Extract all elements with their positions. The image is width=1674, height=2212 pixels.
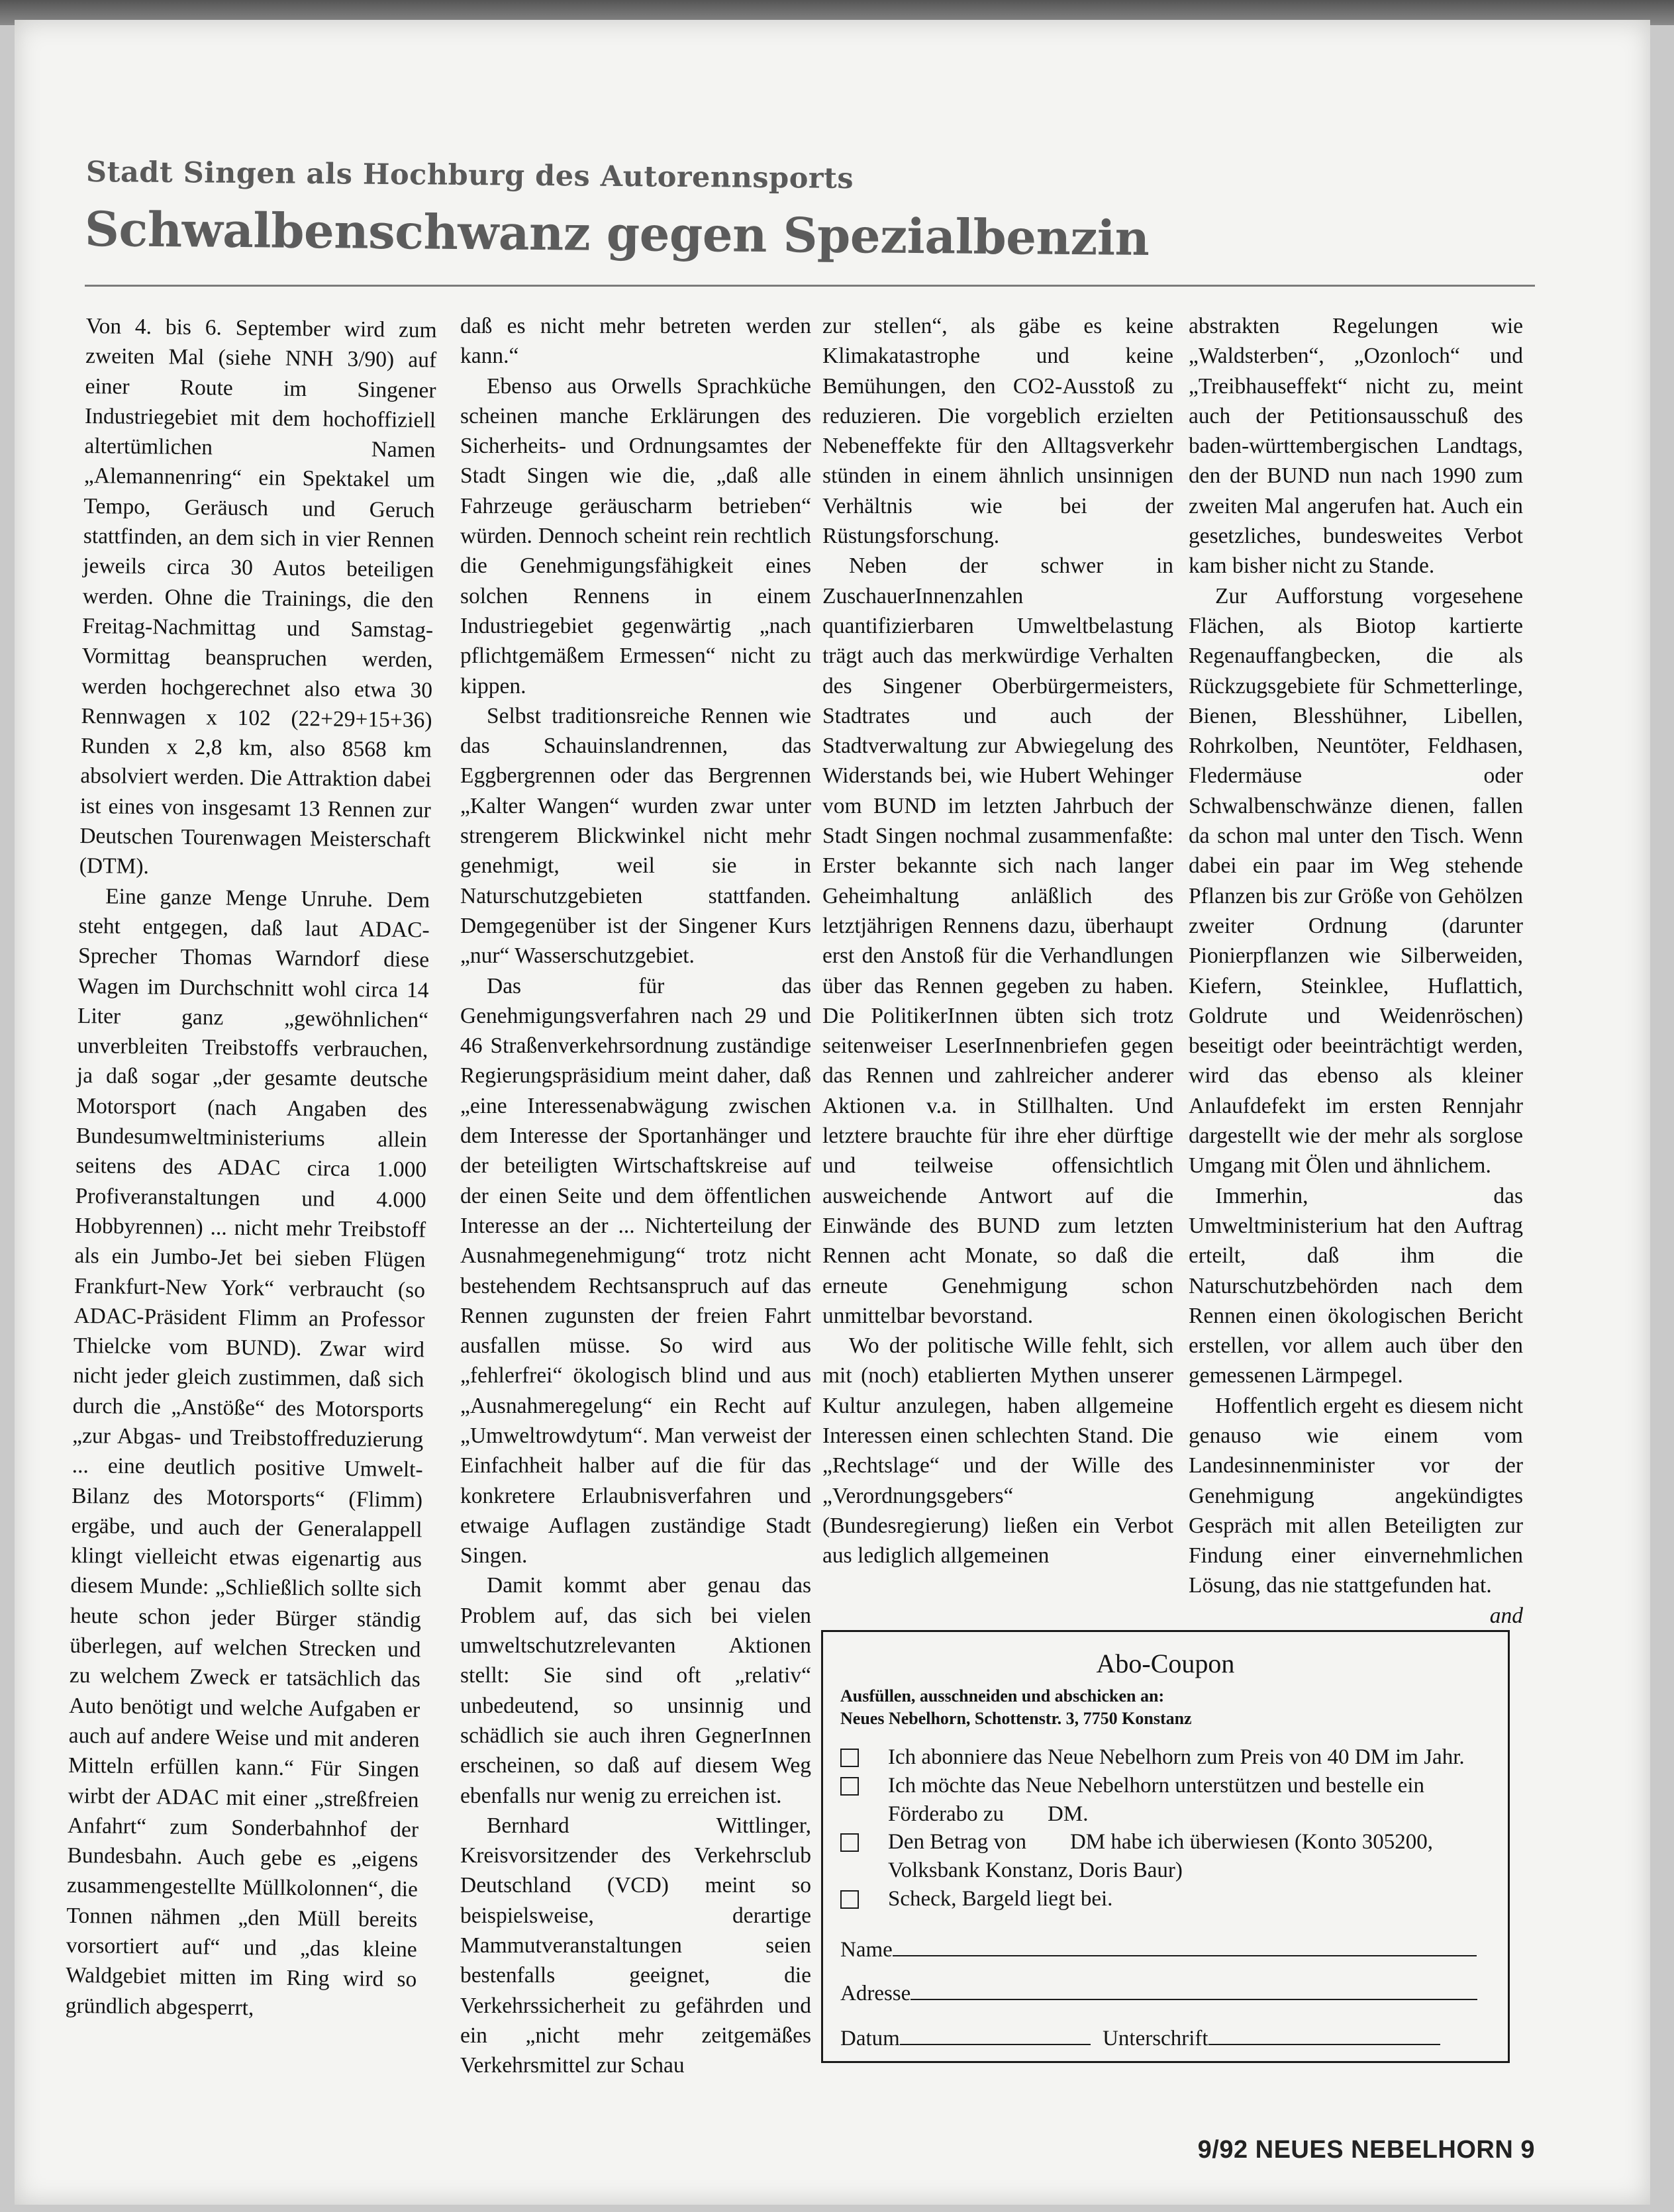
date-label: Datum <box>840 2027 900 2050</box>
option-label: Scheck, Bargeld liegt bei. <box>888 1887 1113 1911</box>
name-label: Name <box>840 1938 893 1962</box>
article-column-4 <box>1189 311 1523 1631</box>
name-field <box>840 1935 1477 1962</box>
article-column-3 <box>822 311 1173 1570</box>
article-column-2 <box>460 311 811 2081</box>
paragraph <box>1189 1391 1523 1628</box>
address-input-line[interactable] <box>911 1979 1477 2000</box>
page-footer: 9/92 NEUES NEBELHORN 9 <box>1197 2136 1535 2164</box>
paragraph: Selbst traditionsreiche Rennen wie das Schauinslandrennen, das Eggbergrennen oder das Bergrennen „Kalter Wangen“ wurden zwar unter strengerem Blickwinkel nicht mehr genehmigt, weil sie in Naturschutzgebieten stattfanden. Demgegenüber ist der Singener Kurs „nur“ Wasserschutzgebiet. <box>460 703 811 969</box>
abo-coupon <box>821 1630 1510 2063</box>
coupon-address-line: Neues Nebelhorn, Schottenstr. 3, 7750 Konstanz <box>840 1709 1192 1728</box>
checkbox[interactable] <box>840 1777 859 1796</box>
date-input-line[interactable] <box>900 2024 1091 2045</box>
article-kicker: Stadt Singen als Hochburg des Autorennsports <box>85 155 854 196</box>
address-label: Adresse <box>840 1982 911 2005</box>
paragraph: Von 4. bis 6. September wird zum zweiten Mal (siehe NNH 3/90) auf einer Route im Singener Industriegebiet mit dem hochoffiziell altertümlichen Namen „Alemannenring“ ein Spektakel um Tempo, Geräusch und Geruch stattfinden, an dem sich in vier Rennen jeweils circa 30 Autos beteiligen werden. Ohne die Trainings, die den Freitag-Nachmittag und Samstag-Vormittag beanspruchen werden, werden hochgerechnet also etwa 30 Rennwagen x 102 (22+29+15+36) Runden x 2,8 km, also 8568 km absolviert werden. Die Attraktion dabei ist eines von insgesamt 13 Rennen zur Deutschen Tourenwagen Meisterschaft (DTM). <box>79 313 437 879</box>
option-label: Ich möchte das Neue Nebelhorn unterstützen und bestelle ein <box>888 1774 1425 1798</box>
paragraph: Wo der politische Wille fehlt, sich mit (noch) etablierten Mythen unserer Kultur anzulegen, haben allgemeine Interessen einen schlechten Stand. Die „Rechtslage“ und der Wille des „Verordnungsgebers“ (Bundesregierung) ließen ein Verbot aus lediglich allgemeinen <box>822 1333 1173 1568</box>
article-column-1 <box>65 311 437 2025</box>
paragraph: zur stellen“, als gäbe es keine Klimakatastrophe und keine Bemühungen, den CO2-Ausstoß zu reduzieren. Die vorgeblich erzielten Nebeneffekte für den Alltagsverkehr stünden in einem ähnlich unsinnigen Verhältnis wie bei der Rüstungsforschung. <box>822 314 1173 549</box>
article-headline: Schwalbenschwanz gegen Spezialbenzin <box>84 200 1150 267</box>
paragraph: abstrakten Regelungen wie „Waldsterben“, „Ozonloch“ und „Treibhauseffekt“ nicht zu, meint auch der Petitionsausschuß des baden-württembergischen Landtags, den der BUND nun nach 1990 zum zweiten Mal angerufen hat. Auch ein gesetzliches, bundesweites Verbot kam bisher nicht zu Stande. <box>1189 314 1523 579</box>
paragraph: Das für das Genehmigungsverfahren nach 29 und 46 Straßenverkehrsordnung zuständige Regierungspräsidium meint daher, daß „eine Interessenabwägung zwischen dem Interesse der Sportanhänger und der beteiligten Wirtschaftskreise auf der einen Seite und dem öffentlichen Interesse an der ... Nichterteilung der Ausnahmegenehmigung“ trotz nicht bestehendem Rechtsanspruch auf das Rennen zugunsten der freien Fahrt ausfallen müsse. So wird aus „fehlerfrei“ ökologisch blind und aus „Ausnahmeregelung“ ein Recht auf „Umweltrowdytum“. Man verweist der Einfachheit halber auf die für das konkretere Erlaubnisverfahren und etwaige Auflagen zuständige Stadt Singen. <box>460 973 811 1568</box>
coupon-instruction-line: Ausfüllen, ausschneiden und abschicken an: <box>840 1686 1165 1706</box>
paragraph: Bernhard Wittlinger, Kreisvorsitzender des Verkehrsclub Deutschland (VCD) meint so beispielsweise, derartige Mammutveranstaltungen seien bestenfalls geeignet, die Verkehrssicherheit zu gefährden und ein „nicht mehr zeitgemäßes Verkehrsmittel zur Schau <box>460 1813 811 2078</box>
coupon-title: Abo-Coupon <box>1096 1649 1235 1678</box>
option-label: Den Betrag von DM habe ich überwiesen (Konto 305200, <box>888 1830 1433 1854</box>
checkbox[interactable] <box>840 1749 859 1767</box>
paragraph: Zur Aufforstung vorgesehene Flächen, als Biotop kartierte Regenauffangbecken, die als Rückzugsgebiete für Schmetterlinge, Bienen, Blesshühner, Libellen, Rohrkolben, Neuntöter, Feldhasen, Fledermäuse oder Schwalbenschwänze dienen, fallen da schon mal unter den Tisch. Wenn dabei ein paar im Weg stehende Pflanzen bis zur Größe von Gehölzen zweiter Ordnung (darunter Pionierpflanzen wie Silberweiden, Kiefern, Steinklee, Huflattich, Goldrute und Weidenröschen) beseitigt oder beeinträchtigt werden, wird das ebenso als kleiner Anlaufdefekt im ersten Rennjahr dargestellt wie der mehr als sorglose Umgang mit Ölen und ähnlichem. <box>1189 583 1523 1178</box>
date-signature-field <box>840 2024 1440 2051</box>
option-label: Förderabo zu DM. <box>888 1802 1089 1826</box>
address-field <box>840 1979 1477 2006</box>
signature-label: Unterschrift <box>1103 2027 1208 2050</box>
paragraph: Immerhin, das Umweltministerium hat den Auftrag erteilt, daß ihm die Naturschutzbehörden nach dem Rennen einen ökologischen Bericht erstellen, vor allem auch über den gemessenen Lärmpegel. <box>1189 1183 1523 1388</box>
paragraph: Damit kommt aber genau das Problem auf, das sich bei vielen umweltschutzrelevanten Aktionen stellt: Sie sind oft „relativ“ unbedeutend, so unsinnig und schädlich sie auch ihren GegnerInnen erscheinen, so daß auf diesem Weg ebenfalls nur wenig zu erreichen ist. <box>460 1573 811 1808</box>
paragraph: Ebenso aus Orwells Sprachküche scheinen manche Erklärungen des Sicherheits- und Ordnungsamtes der Stadt Singen wie die, „daß alle Fahrzeuge geräuscharm betrieben“ würden. Dennoch scheint rein rechtlich die Genehmigungsfähigkeit eines solchen Rennens in einem Industriegebiet gegenwärtig „nach pflichtgemäßem Ermessen“ nicht zu kippen. <box>460 373 811 698</box>
option-label: Ich abonniere das Neue Nebelhorn zum Preis von 40 DM im Jahr. <box>888 1745 1465 1769</box>
author-signature: and <box>1489 1603 1523 1628</box>
coupon-instructions <box>840 1685 1192 1730</box>
checkbox[interactable] <box>840 1890 859 1909</box>
paragraph: daß es nicht mehr betreten werden kann.“ <box>460 314 811 369</box>
paragraph-text: Hoffentlich ergeht es diesem nicht genauso wie einem vom Landesinnenminister vor der Genehmigung angekündigtes Gespräch mit allen Beteiligten zur Findung einer einvernehmlichen Lösung, das nie stattgefunden hat. <box>1189 1393 1523 1598</box>
checkbox[interactable] <box>840 1833 859 1852</box>
paragraph: Neben der schwer in ZuschauerInnenzahlen quantifizierbaren Umweltbelastung trägt auch das merkwürdige Verhalten des Singener Oberbürgermeisters, Stadtrates und auch der Stadtverwaltung zur Abwiegelung des Widerstands bei, wie Hubert Wehinger vom BUND im letzten Jahrbuch der Stadt Singen nochmal zusammenfaßte: Erster bekannte sich nach langer Geheimhaltung anläßlich des letztjährigen Rennens dazu, überhaupt erst den Anstoß für die Verhandlungen über das Rennen gegeben zu haben. Die PolitikerInnen übten sich trotz seitenweiser LeserInnenbriefen gegen das Rennen und zahlreicher anderer Aktionen v.a. in Stillhalten. Und letztere brauchte für ihre eher dürftige und teilweise offensichtlich ausweichende Antwort auf die Einwände des BUND zum letzten Rennen acht Monate, so daß die erneute Genehmigung schon unmittelbar bevorstand. <box>822 553 1173 1328</box>
paragraph: Eine ganze Menge Unruhe. Dem steht entgegen, daß laut ADAC-Sprecher Thomas Warndorf diese Wagen im Durchschnitt wohl circa 14 Liter ganz „gewöhnlichen“ unverbleiten Treibstoffs verbrauchen, ja daß sogar „der gesamte deutsche Motorsport (nach Angaben des Bundesumweltministeriums allein seitens des ADAC circa 1.000 Profiveranstaltungen und 4.000 Hobbyrennen) ... nicht mehr Treibstoff als ein Jumbo-Jet bei sieben Flügen Frankfurt-New York“ verbraucht (so ADAC-Präsident Flimm an Professor Thielcke vom BUND). Zwar wird nicht jeder gleich zustimmen, daß sich durch die „Anstöße“ des Motorsports „zur Abgas- und Treibstoffreduzierung ... eine deutlich positive Umwelt-Bilanz des Motorsports“ (Flimm) ergäbe, und auch der Generalappell klingt vielleicht etwas eigenartig aus diesem Munde: „Schließlich sollte sich heute schon jeder Bürger ständig überlegen, auf welchen Strecken und zu welchem Zweck er tatsächlich das Auto benötigt und welche Aufgaben er auch auf andere Weise und mit anderen Mitteln erfüllen kann.“ Für Singen wirbt der ADAC mit einer „streßfreien Anfahrt“ zum Sonderbahnhof der Bundesbahn. Auch gebe es „eigens zusammengestellte Müllkolonnen“, die Tonnen nähmen „den Müll bereits vorsortiert auf“ und „das kleine Waldgebiet mitten im Ring wird so gründlich abgesperrt, <box>65 884 430 2020</box>
name-input-line[interactable] <box>893 1935 1477 1956</box>
option-label: Volksbank Konstanz, Doris Baur) <box>888 1858 1183 1882</box>
headline-rule <box>85 285 1535 287</box>
signature-input-line[interactable] <box>1208 2024 1440 2045</box>
